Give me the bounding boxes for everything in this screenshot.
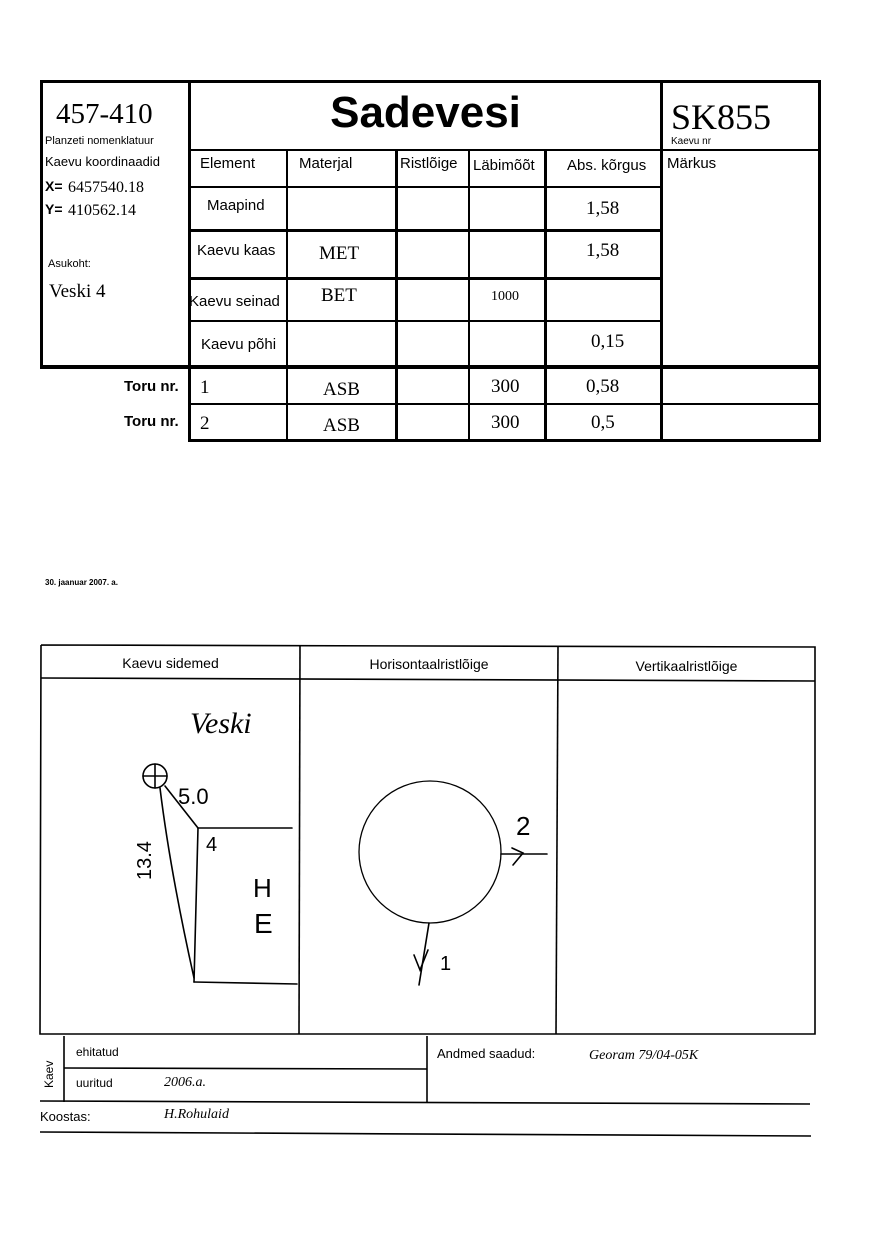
hand-letter-h: H bbox=[253, 873, 272, 903]
col-diameter: Läbimõõt bbox=[473, 157, 535, 174]
hand-distance-134: 13.4 bbox=[134, 841, 156, 880]
row-elevation: 1,58 bbox=[586, 198, 620, 219]
pipe-number: 1 bbox=[200, 377, 210, 398]
col-element: Element bbox=[200, 155, 256, 172]
hand-distance-5: 5.0 bbox=[178, 784, 209, 809]
row-element: Kaevu põhi bbox=[201, 336, 277, 353]
col-vertical-section: Vertikaalristlõige bbox=[635, 658, 738, 674]
col-horizontal-section: Horisontaalristlõige bbox=[369, 656, 489, 672]
well-number-label: Kaevu nr bbox=[671, 136, 712, 147]
well-side-label: Kaev bbox=[42, 1060, 56, 1088]
pipe-arrows bbox=[414, 848, 547, 985]
row-element: Kaevu kaas bbox=[197, 242, 276, 259]
data-source-label: Andmed saadud: bbox=[437, 1046, 536, 1061]
hand-street-name: Veski bbox=[190, 707, 252, 740]
nomenclature-label: Planzeti nomenklatuur bbox=[45, 135, 154, 147]
surveyed-value: 2006.a. bbox=[164, 1075, 206, 1090]
row-elevation: 1,58 bbox=[586, 240, 620, 261]
row-element: Maapind bbox=[207, 197, 265, 214]
built-label: ehitatud bbox=[76, 1045, 119, 1059]
nomenclature-value: 457-410 bbox=[56, 98, 153, 130]
col-material: Materjal bbox=[299, 155, 353, 172]
col-abs-elevation: Abs. kõrgus bbox=[567, 157, 647, 174]
hand-sketch bbox=[143, 764, 297, 984]
y-value: 410562.14 bbox=[68, 202, 136, 219]
row-material: MET bbox=[319, 243, 360, 264]
row-elevation: 0,15 bbox=[591, 331, 625, 352]
pipe-number: 2 bbox=[200, 413, 210, 434]
row-element: Kaevu seinad bbox=[189, 293, 280, 310]
manhole-section-circle bbox=[359, 781, 501, 923]
x-label: X= bbox=[45, 178, 63, 194]
pipe-label: Toru nr. bbox=[124, 413, 179, 430]
pipe-diameter: 300 bbox=[491, 376, 520, 397]
well-number-value: SK855 bbox=[671, 97, 772, 137]
x-value: 6457540.18 bbox=[68, 179, 144, 196]
coordinates-label: Kaevu koordinaadid bbox=[45, 154, 160, 169]
row-diameter: 1000 bbox=[491, 289, 519, 304]
pipe-label: Toru nr. bbox=[124, 378, 179, 395]
pipe-material: ASB bbox=[323, 379, 360, 400]
surveyed-label: uuritud bbox=[76, 1076, 113, 1090]
data-source-value: Georam 79/04-05K bbox=[589, 1048, 699, 1063]
col-well-ties: Kaevu sidemed bbox=[122, 655, 219, 671]
col-remarks: Märkus bbox=[667, 155, 717, 172]
hand-pipe-1: 1 bbox=[440, 953, 452, 975]
form-title: Sadevesi bbox=[330, 88, 521, 137]
y-label: Y= bbox=[45, 201, 63, 217]
pipe-elevation: 0,58 bbox=[586, 376, 620, 397]
location-value: Veski 4 bbox=[49, 281, 106, 302]
hand-distance-4: 4 bbox=[206, 834, 218, 856]
pipe-elevation: 0,5 bbox=[591, 412, 615, 433]
col-cross-section: Ristlõige bbox=[400, 155, 458, 172]
hand-letter-e: E bbox=[254, 908, 273, 939]
pipe-diameter: 300 bbox=[491, 412, 520, 433]
hand-pipe-2: 2 bbox=[516, 811, 531, 841]
compiled-by-label: Koostas: bbox=[40, 1109, 91, 1124]
compiled-by-value: H.Rohulaid bbox=[164, 1107, 229, 1122]
location-label: Asukoht: bbox=[48, 258, 91, 270]
pipe-material: ASB bbox=[323, 415, 360, 436]
document-date: 30. jaanuar 2007. a. bbox=[45, 578, 118, 587]
row-material: BET bbox=[321, 285, 357, 306]
